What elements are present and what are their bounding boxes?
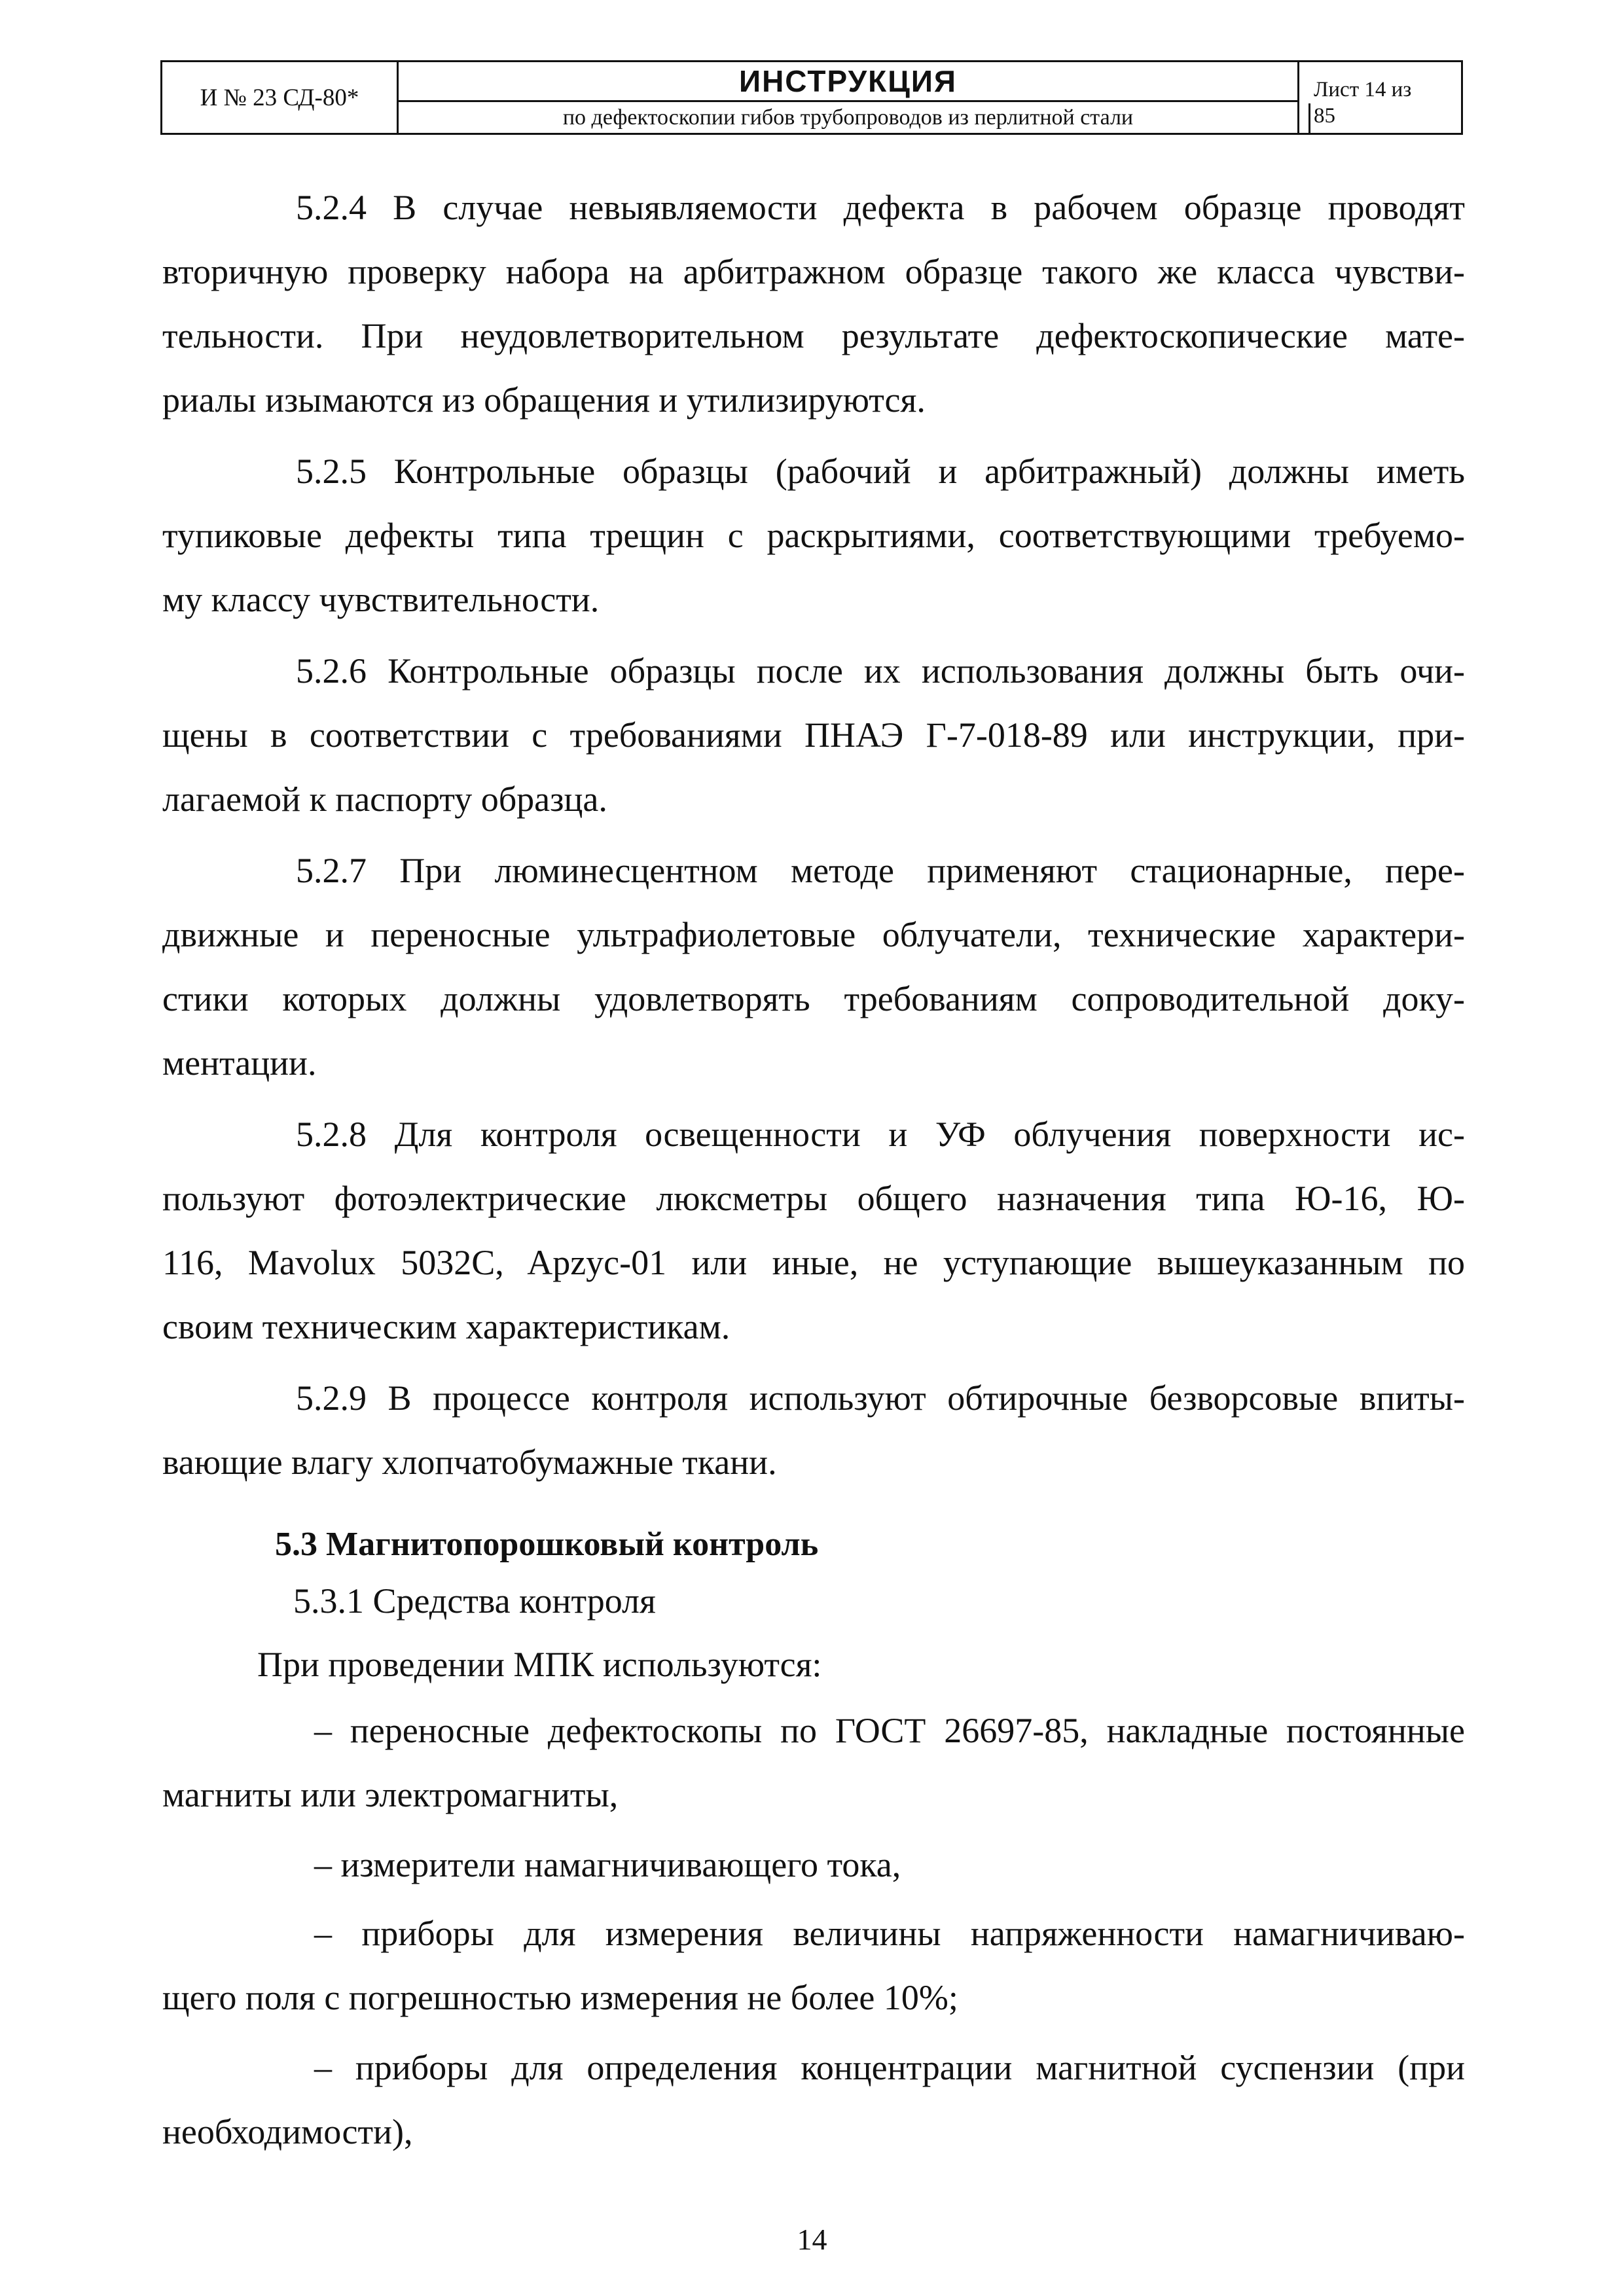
paragraph-5-2-5	[162, 439, 1465, 632]
sheet-counter	[1299, 62, 1461, 133]
list-item	[162, 2036, 1465, 2164]
paragraph-5-2-4	[162, 175, 1465, 432]
list-item	[162, 1698, 1465, 1827]
document-subtitle: по дефектоскопии гибов трубопроводов из перлитной стали	[562, 105, 1134, 130]
text-line: магниты или электромагниты,	[162, 1775, 619, 1814]
text-line: 5.2.4 В случае невыявляемости дефекта в рабочем образце проводят	[296, 188, 1465, 227]
document-header-stamp	[160, 60, 1463, 135]
paragraph-5-2-7	[162, 838, 1465, 1095]
document-code: И № 23 СД-80*	[162, 62, 399, 133]
text-line: необходимости),	[162, 2112, 413, 2151]
sheet-counter-line1: Лист 14 из	[1314, 78, 1412, 101]
text-line: риалы изымаются из обращения и утилизируются.	[162, 380, 926, 420]
text-line: тельности. При неудовлетворительном результате дефектоскопические мате-	[162, 316, 1465, 355]
text-line: 116, Mavolux 5032C, Apzyc-01 или иные, не уступающие вышеуказанным по	[162, 1243, 1465, 1282]
list-item	[162, 1833, 1465, 1897]
subsection-5-3-1: 5.3.1 Средства контроля	[293, 1581, 656, 1621]
text-line: лагаемой к паспорту образца.	[162, 780, 607, 819]
text-line: ментации.	[162, 1043, 317, 1083]
sheet-counter-divider	[1299, 103, 1310, 133]
text-line: 5.2.7 При люминесцентном методе применяют стационарные, пере-	[296, 851, 1465, 890]
section-intro: При проведении МПК используются:	[257, 1645, 822, 1684]
text-line: стики которых должны удовлетворять требованиям сопроводительной доку-	[162, 979, 1465, 1018]
text-line: щены в соответствии с требованиями ПНАЭ Г-7-018-89 или инструкции, при-	[162, 715, 1465, 755]
text-line: вающие влагу хлопчатобумажные ткани.	[162, 1443, 777, 1482]
header-title-cell	[399, 62, 1299, 133]
paragraph-5-2-9	[162, 1366, 1465, 1494]
text-line: щего поля с погрешностью измерения не более 10%;	[162, 1978, 958, 2017]
text-line: 5.2.8 Для контроля освещенности и УФ облучения поверхности ис-	[296, 1115, 1465, 1154]
section-heading-5-3: 5.3 Магнитопорошковый контроль	[275, 1526, 819, 1563]
text-line: 5.2.6 Контрольные образцы после их использования должны быть очи-	[296, 651, 1465, 691]
text-line: му классу чувствительности.	[162, 580, 600, 619]
text-line: – переносные дефектоскопы по ГОСТ 26697-85, накладные постоянные	[314, 1711, 1465, 1750]
text-line: тупиковые дефекты типа трещин с раскрытиями, соответствующими требуемо-	[162, 516, 1465, 555]
text-line: – измерители намагничивающего тока,	[314, 1845, 901, 1884]
text-line: вторичную проверку набора на арбитражном образце такого же класса чувстви-	[162, 252, 1465, 291]
sheet-counter-line2: 85	[1314, 104, 1335, 128]
text-line: 5.2.5 Контрольные образцы (рабочий и арбитражный) должны иметь	[296, 452, 1465, 491]
text-line: движные и переносные ультрафиолетовые облучатели, технические характери-	[162, 915, 1465, 954]
text-line: своим техническим характеристикам.	[162, 1307, 731, 1346]
text-line: – приборы для измерения величины напряженности намагничиваю-	[314, 1914, 1465, 1953]
paragraph-5-2-8	[162, 1102, 1465, 1359]
document-title: ИНСТРУКЦИЯ	[399, 62, 1297, 102]
text-line: 5.2.9 В процессе контроля используют обтирочные безворсовые впиты-	[296, 1378, 1465, 1418]
list-item	[162, 1901, 1465, 2030]
paragraph-5-2-6	[162, 639, 1465, 831]
page-number: 14	[797, 2223, 827, 2256]
text-line: пользуют фотоэлектрические люксметры общего назначения типа Ю-16, Ю-	[162, 1179, 1465, 1218]
text-line: – приборы для определения концентрации магнитной суспензии (при	[314, 2048, 1465, 2087]
